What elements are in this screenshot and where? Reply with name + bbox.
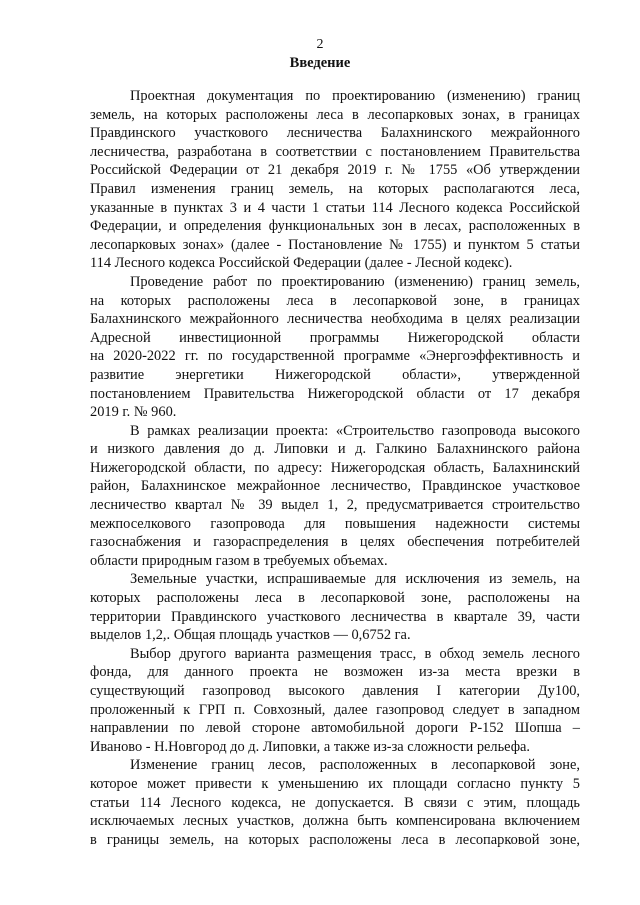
text-line: выделов 1,2,. Общая площадь участков — 0,6752 га. bbox=[90, 627, 411, 644]
text-line: в границы земель, на которых расположены леса в лесопарковой зоне, bbox=[90, 831, 580, 848]
text-line: территории Правдинского участкового лесничества в квартале 39, части bbox=[90, 608, 580, 625]
text-line: проложенный к ГРП п. Совхозный, далее газопровод следует в западном bbox=[90, 701, 580, 718]
paragraph bbox=[90, 87, 580, 273]
text-line: Адресной инвестиционной программы Нижегородской области bbox=[90, 329, 580, 346]
text-line: Нижегородской области, по адресу: Нижегородская область, Балахнинский bbox=[90, 459, 580, 476]
text-line: исключаемых лесных участков, должна быть компенсирована включением bbox=[90, 813, 580, 830]
text-line: Российской Федерации от 21 декабря 2019 г. № 1755 «Об утверждении bbox=[90, 162, 580, 179]
text-line: Выбор другого варианта размещения трасс, в обход земель лесного bbox=[130, 645, 580, 662]
text-line: Правил изменения границ земель, на которых располагаются леса, bbox=[90, 180, 580, 197]
text-line: лесопарковых зонах» (далее - Постановление № 1755) и пунктом 5 статьи bbox=[90, 236, 580, 253]
text-line: межпоселкового газопровода для повышения надежности системы bbox=[90, 515, 580, 532]
text-line: и низкого давления до д. Липовки и д. Галкино Балахнинского района bbox=[90, 441, 580, 458]
text-line: Иваново - Н.Новгород до д. Липовки, а также из-за сложности рельефа. bbox=[90, 738, 531, 755]
paragraph bbox=[90, 570, 580, 644]
text-line: район, Балахнинское межрайонное лесничество, Правдинское участковое bbox=[90, 478, 580, 495]
paragraph bbox=[90, 422, 580, 571]
text-line: 2019 г. № 960. bbox=[90, 404, 177, 421]
text-line: на 2020-2022 гг. по государственной программе «Энергоэффективность и bbox=[90, 348, 580, 365]
text-line: Правдинского участкового лесничества Балахнинского межрайонного bbox=[90, 125, 580, 142]
paragraph bbox=[90, 273, 580, 422]
paragraph bbox=[90, 756, 580, 849]
text-line: лесничество квартал № 39 выдел 1, 2, предусматривается строительство bbox=[90, 497, 580, 514]
text-line: Проведение работ по проектированию (изменению) границ земель, bbox=[130, 273, 580, 290]
text-line: области природным газом в требуемых объемах. bbox=[90, 552, 388, 569]
text-line: фонда, для данного проекта не возможен из-за места врезки в bbox=[90, 664, 580, 681]
body-text bbox=[90, 87, 580, 849]
text-line: Изменение границ лесов, расположенных в лесопарковой зоне, bbox=[130, 757, 580, 774]
text-line: направлении по левой стороне автомобильной дороги Р-152 Шопша – bbox=[90, 720, 580, 737]
text-line: лесничества, разработана в соответствии с постановлением Правительства bbox=[90, 143, 580, 160]
page-title: Введение bbox=[289, 55, 351, 71]
text-line: существующий газопровод высокого давления I категории Ду100, bbox=[90, 683, 580, 699]
text-line: земель, на которых расположены леса в лесопарковых зонах, в границах bbox=[90, 106, 580, 123]
text-line: указанные в пунктах 3 и 4 части 1 статьи 114 Лесного кодекса Российской bbox=[90, 199, 580, 216]
text-line: статьи 114 Лесного кодекса, не допускается. В связи с этим, площадь bbox=[90, 794, 580, 811]
text-line: Федерации, и определения функциональных зон в лесах, расположенных в bbox=[90, 218, 580, 235]
text-line: развитие энергетики Нижегородской области», утвержденной bbox=[90, 366, 580, 383]
paragraph bbox=[90, 645, 580, 757]
text-line: Балахнинского межрайонного лесничества необходима в целях реализации bbox=[90, 311, 580, 328]
text-line: Проектная документация по проектированию (изменению) границ bbox=[130, 88, 580, 104]
text-line: В рамках реализации проекта: «Строительство газопровода высокого bbox=[130, 422, 580, 439]
text-line: газоснабжения и газораспределения в целях обеспечения потребителей bbox=[90, 534, 580, 551]
text-line: Земельные участки, испрашиваемые для исключения из земель, на bbox=[130, 571, 580, 588]
text-line: которых расположены леса в лесопарковой зоне, расположены на bbox=[90, 590, 580, 607]
text-line: 114 Лесного кодекса Российской Федерации (далее - Лесной кодекс). bbox=[90, 255, 513, 272]
page-number: 2 bbox=[316, 37, 324, 52]
text-line: постановлением Правительства Нижегородской области от 17 декабря bbox=[90, 385, 580, 402]
text-line: на которых расположены леса в лесопарковой зоне, в границах bbox=[90, 292, 580, 309]
text-line: которое может привести к уменьшению их площади согласно пункту 5 bbox=[90, 775, 580, 792]
